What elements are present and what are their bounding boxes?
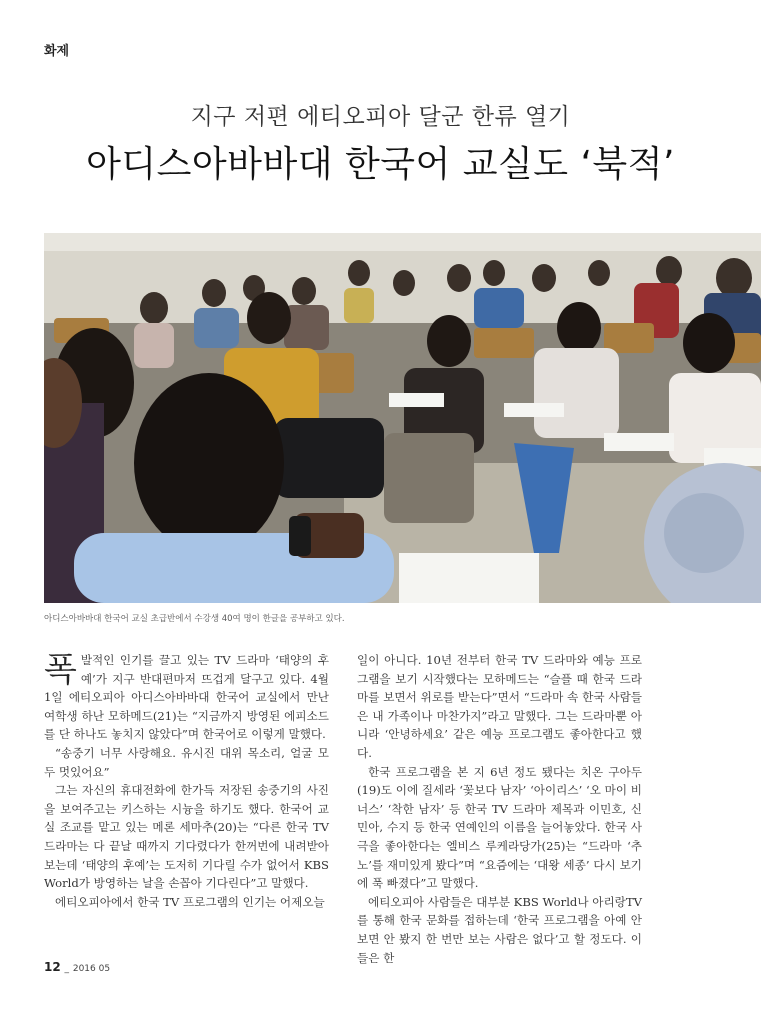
photo-caption: 아디스아바바대 한국어 교실 초급반에서 수강생 40여 명이 한글을 공부하고 있다. [44, 614, 345, 624]
article-paragraph [44, 651, 329, 744]
drop-cap: 폭 [44, 650, 77, 690]
article-subtitle: 지구 저편 에티오피아 달군 한류 열기 [190, 104, 571, 130]
folio-separator: _ [64, 964, 70, 974]
article-paragraph: “송중기 너무 사랑해요. 유시진 대위 목소리, 얼굴 모두 멋있어요” [44, 745, 329, 779]
article-paragraph: 일이 아니다. 10년 전부터 한국 TV 드라마와 예능 프로그램을 보기 시작했다는 모하메드는 “슬플 때 한국 드라마를 보면서 위로를 받는다”면서 “드라마 속 한국 사람들은 내 가족이나 마찬가지”라고 말했다. 그는 드라마뿐 아니라 ‘안녕하세요’ 같은 예능 프로그램도 좋아한다고 했다. [357, 653, 642, 760]
section-label: 화제 [44, 44, 70, 59]
page-folio [44, 960, 110, 974]
article-column-right [357, 651, 642, 967]
page-number: 12 [44, 960, 61, 974]
classroom-photo [44, 233, 761, 603]
article-paragraph: 에티오피아에서 한국 TV 프로그램의 인기는 어제오늘 [55, 894, 325, 909]
article-paragraph: 한국 프로그램을 본 지 6년 정도 됐다는 치온 구아두(19)도 이에 질세라 ‘꽃보다 남자’ ‘아이리스’ ‘오 마이 비너스’ ‘착한 남자’ 등 한국 TV 드라마 제목과 이민호, 신민아, 수지 등 한국 연예인의 이름을 늘어놓았다. 한국 사극을 좋아한다는 엘비스 루케라당가(25)는 “드라마 ‘추노’를 재미있게 봤다”며 “요즘에는 ‘대왕 세종’ 다시 보기에 푹 빠졌다”고 말했다. [357, 764, 642, 891]
article-column-left [44, 651, 329, 911]
article-paragraph: 에티오피아 사람들은 대부분 KBS World나 아리랑TV를 통해 한국 문화를 접하는데 ‘한국 프로그램을 아예 안 보면 안 봤지 한 번만 보는 사람은 없다’고 할 정도다. 이들은 한 [357, 894, 642, 965]
article-paragraph: 그는 자신의 휴대전화에 한가득 저장된 송중기의 사진을 보여주고는 키스하는 시늉을 하기도 했다. 한국어 교실 조교를 맡고 있는 메론 세마추(20)는 “다른 한국 TV 드라마는 다 끝날 때까지 기다렸다가 한꺼번에 내려받아 보는데 ‘태양의 후예’는 도저히 기다릴 수가 없어서 KBS World가 방영하는 날을 손꼽아 기다린다”고 말했다. [44, 783, 329, 891]
paragraph-text: 발적인 인기를 끌고 있는 TV 드라마 ‘태양의 후예’가 지구 반대편마저 뜨겁게 달구고 있다. 4월 1일 에티오피아 아디스아바바대 한국어 교실에서 만난 여학생 하난 모하메드(21)는 “지금까지 방영된 에피소드를 단 하나도 놓치지 않았다”며 한국어로 이렇게 말했다. [44, 653, 329, 742]
article-headline: 아디스아바바대 한국어 교실도 ‘북적’ [86, 144, 675, 185]
issue-date: 2016 05 [72, 964, 111, 974]
